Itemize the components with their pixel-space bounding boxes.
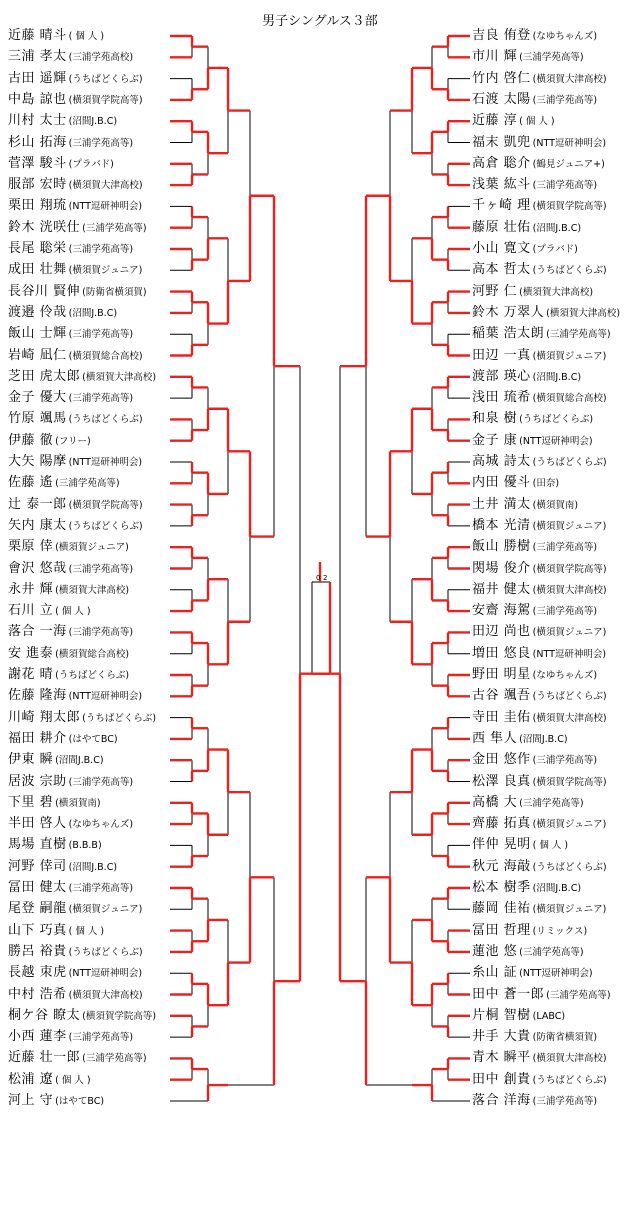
player-name: 伊藤 徹 <box>8 432 54 448</box>
player-name: 浅葉 紘斗 <box>472 177 531 193</box>
player-affiliation: (三浦学苑高等) <box>532 606 598 618</box>
player-name: 田中 蒼一郎 <box>472 986 545 1002</box>
player-affiliation: (うちばどくらぶ) <box>82 712 157 724</box>
player-affiliation: ( 個 人 ) <box>519 116 555 128</box>
player-name: 古田 遥輝 <box>8 70 67 86</box>
player-affiliation: (プラバド) <box>532 244 578 255</box>
player-affiliation: (三浦学苑高等) <box>68 1032 134 1044</box>
player-name: 成田 壮舞 <box>8 262 67 278</box>
player-affiliation: (沼間J.B.C) <box>68 116 118 128</box>
player-name: 増田 悠良 <box>472 645 531 661</box>
player-affiliation: ( 個 人 ) <box>532 840 569 852</box>
player-name: 菅澤 駿斗 <box>8 155 67 171</box>
player-name: 千ヶ崎 理 <box>472 198 531 214</box>
player-affiliation: (横須賀大津高校) <box>532 712 607 724</box>
player-name: 川崎 翔太郎 <box>8 709 81 725</box>
player-affiliation: (横須賀総合高校) <box>55 648 130 660</box>
player-name: 田辺 尚也 <box>472 624 531 640</box>
player-name: 伊東 瞬 <box>8 752 54 768</box>
player-affiliation: (横須賀大津高校) <box>68 989 143 1001</box>
player-name: 蓮池 悠 <box>472 943 518 959</box>
player-affiliation: (沼間J.B.C) <box>532 371 582 383</box>
player-affiliation: (沼間J.B.C) <box>55 755 104 767</box>
player-name: 馬場 直樹 <box>8 837 67 853</box>
player-name: 松本 樹季 <box>472 880 531 895</box>
player-name: 渡部 瑛心 <box>472 368 531 384</box>
player-affiliation: (三浦学苑高等) <box>532 1096 598 1107</box>
player-name: 田辺 一真 <box>472 347 531 363</box>
player-name: 川村 太士 <box>8 113 67 129</box>
player-name: 冨田 哲理 <box>472 922 531 938</box>
player-affiliation: (横須賀ジュニア) <box>532 350 607 362</box>
player-name: 片桐 智樹 <box>472 1007 531 1023</box>
player-affiliation: (うちばどくらぶ) <box>519 414 594 426</box>
player-name: 内田 優斗 <box>472 475 531 491</box>
bracket-lines-winner <box>170 36 470 1101</box>
player-affiliation: (うちばどくらぶ) <box>532 861 607 873</box>
player-name: 金子 康 <box>472 432 518 448</box>
player-name: 栗原 倖 <box>8 539 54 555</box>
player-affiliation: (三浦学苑高等) <box>532 542 598 554</box>
player-affiliation: (B.B.B) <box>68 840 102 852</box>
player-name: 近藤 淳 <box>472 113 518 129</box>
player-affiliation: ( 個 人 ) <box>55 606 91 618</box>
player-name: 杉山 拓海 <box>8 134 67 150</box>
player-name: 河上 守 <box>8 1093 54 1108</box>
player-affiliation: (NTT逗研神明会) <box>532 648 607 660</box>
player-affiliation: (三浦学苑高等) <box>519 797 584 809</box>
player-affiliation: (沼間J.B.C) <box>68 861 118 873</box>
player-affiliation: (沼間J.B.C) <box>532 883 582 894</box>
player-affiliation: (プラバド) <box>68 158 114 170</box>
player-name: 高城 詩太 <box>472 454 531 469</box>
player-affiliation: (横須賀南) <box>532 499 579 511</box>
player-affiliation: (横須賀学院高等) <box>532 776 607 788</box>
player-affiliation: (防衛省横須賀) <box>82 286 147 298</box>
player-affiliation: (防衛省横須賀) <box>532 1032 598 1044</box>
player-name: 安齋 海駕 <box>472 603 531 619</box>
player-affiliation: (NTT逗研神明会) <box>68 201 143 213</box>
player-affiliation: (フリー) <box>55 435 91 447</box>
player-name: 岩崎 凪仁 <box>8 347 67 363</box>
player-affiliation: (横須賀大津高校) <box>532 1053 607 1065</box>
player-affiliation: (沼間J.B.C) <box>532 222 582 234</box>
player-affiliation: (なゆちゃんズ) <box>68 819 134 831</box>
player-affiliation: (うちばどくらぶ) <box>68 73 143 85</box>
player-name: 福末 凱兜 <box>472 134 531 150</box>
player-name: 三浦 孝太 <box>8 49 67 65</box>
player-name: 居波 宗助 <box>8 773 67 789</box>
player-affiliation: (横須賀ジュニア) <box>532 819 607 831</box>
player-name: 糸山 証 <box>472 965 518 981</box>
player-affiliation: ( 個 人 ) <box>68 31 105 42</box>
player-affiliation: (横須賀学院高等) <box>82 1010 157 1022</box>
player-name: 長越 朿虎 <box>8 965 67 981</box>
player-affiliation: (三浦学苑高等) <box>68 563 134 575</box>
player-affiliation: (横須賀大津高校) <box>68 180 143 192</box>
player-name: 栗田 翔琉 <box>8 198 67 214</box>
player-name: 青木 瞬平 <box>472 1050 531 1066</box>
player-affiliation: (横須賀ジュニア) <box>68 904 143 916</box>
player-name: 西 隼人 <box>472 730 518 746</box>
player-name: 石川 立 <box>8 603 54 619</box>
player-affiliation: (NTT逗研神明会) <box>68 968 143 980</box>
player-affiliation: (横須賀大津高校) <box>519 286 594 298</box>
player-affiliation: (なゆちゃんズ) <box>532 670 598 681</box>
player-name: 竹原 颯馬 <box>8 411 67 427</box>
player-name: 土井 満太 <box>472 496 531 512</box>
player-name: 中村 浩希 <box>8 986 67 1002</box>
player-name: 矢内 康太 <box>8 517 67 533</box>
player-affiliation: (LABC) <box>532 1010 566 1022</box>
player-affiliation: (沼間J.B.C) <box>68 307 118 319</box>
player-name: 安 進泰 <box>8 645 54 661</box>
player-name: 和泉 樹 <box>472 411 518 427</box>
player-affiliation: (横須賀総合高校) <box>68 350 143 362</box>
player-affiliation: (横須賀ジュニア) <box>68 265 143 277</box>
player-affiliation: (リミックス) <box>532 925 588 937</box>
player-name: 冨田 健太 <box>8 880 67 895</box>
player-affiliation: (うちばどくらぶ) <box>68 520 143 532</box>
player-name: 飯山 勝樹 <box>472 539 531 555</box>
player-name: 福井 健太 <box>472 581 531 597</box>
player-affiliation: (NTT逗研神明会) <box>519 968 593 980</box>
player-name: 芝田 虎太郎 <box>8 368 81 384</box>
player-affiliation: (NTT逗研神明会) <box>532 137 607 149</box>
player-name: 藤原 壮佑 <box>472 219 531 235</box>
player-name: 石渡 太陽 <box>472 91 531 107</box>
player-affiliation: (うちばどくらぶ) <box>532 1074 607 1086</box>
player-name: 落合 洋海 <box>472 1093 531 1108</box>
player-affiliation: (三浦学苑高等) <box>68 393 134 405</box>
player-name: 飯山 士輝 <box>8 326 67 342</box>
player-name: 金田 悠作 <box>472 752 531 768</box>
player-name: 長谷川 賢伸 <box>8 283 81 299</box>
player-name: 田中 創貴 <box>472 1071 531 1087</box>
player-name: 古谷 颯吾 <box>472 688 531 704</box>
player-affiliation: (三浦学苑高等) <box>532 94 598 106</box>
player-name: 竹内 啓仁 <box>472 70 531 86</box>
player-affiliation: (はやてBC) <box>55 1096 105 1107</box>
player-name: 中島 諒也 <box>8 91 67 107</box>
player-name: 近藤 晴斗 <box>8 28 67 43</box>
player-affiliation: (横須賀ジュニア) <box>55 542 129 554</box>
player-affiliation: (NTT逗研神明会) <box>519 435 593 447</box>
player-affiliation: ( 個 人 ) <box>55 1074 91 1086</box>
final-score-right: 2 <box>323 574 328 582</box>
player-affiliation: (三浦学苑高等) <box>546 989 611 1001</box>
player-name: 高橋 大 <box>472 794 518 810</box>
player-name: 野田 明星 <box>472 667 531 682</box>
player-affiliation: (三浦学苑高等) <box>68 627 134 639</box>
player-affiliation: (うちばどくらぶ) <box>55 670 130 681</box>
player-name: 藤岡 佳祐 <box>472 901 531 917</box>
player-affiliation: (横須賀学院高等) <box>68 94 143 106</box>
player-affiliation: (三浦学苑高等) <box>68 137 134 149</box>
player-name: 小山 寛文 <box>472 241 531 256</box>
player-name: 金子 優大 <box>8 390 67 406</box>
player-name: 福田 耕介 <box>8 730 67 746</box>
player-affiliation: (三浦学苑高等) <box>519 52 584 64</box>
player-name: 勝呂 裕貴 <box>8 943 67 959</box>
player-affiliation: (横須賀南) <box>55 797 101 809</box>
player-affiliation: (三浦学苑高校) <box>68 52 134 64</box>
player-affiliation: (三浦学苑高等) <box>68 776 134 788</box>
player-name: 稲葉 浩太朗 <box>472 326 545 342</box>
player-name: 関場 俊介 <box>472 560 531 576</box>
player-affiliation: (横須賀ジュニア) <box>532 904 607 916</box>
player-name: 永井 輝 <box>8 581 54 597</box>
player-name: 伴仲 晃明 <box>472 837 531 853</box>
player-affiliation: (横須賀ジュニア) <box>532 520 607 532</box>
player-affiliation: (うちばどくらぶ) <box>68 946 143 958</box>
player-affiliation: (三浦学苑高等) <box>519 946 584 958</box>
player-name: 佐藤 隆海 <box>8 688 67 704</box>
player-affiliation: (うちばどくらぶ) <box>532 457 607 468</box>
player-affiliation: (横須賀大津高校) <box>82 371 157 383</box>
player-name: 寺田 圭佑 <box>472 709 531 725</box>
player-affiliation: (田奈) <box>532 478 560 490</box>
player-name: 鈴木 万翠人 <box>472 304 545 320</box>
final-score-left: 0 <box>316 574 321 582</box>
player-name: 河野 仁 <box>472 283 518 299</box>
player-name: 大矢 陽摩 <box>8 454 67 469</box>
player-affiliation: (三浦学苑高等) <box>55 478 120 490</box>
player-name: 吉良 侑登 <box>472 28 531 43</box>
player-affiliation: (うちばどくらぶ) <box>532 691 607 703</box>
player-affiliation: (はやてBC) <box>68 733 118 745</box>
player-affiliation: (横須賀学院高等) <box>532 563 607 575</box>
player-name: 井手 大貴 <box>472 1029 531 1045</box>
player-name: 半田 啓人 <box>8 816 67 832</box>
player-affiliation: (横須賀学院高等) <box>68 499 143 511</box>
player-name: 謝花 晴 <box>8 667 54 682</box>
player-name: 渡邉 伶哉 <box>8 304 67 320</box>
player-affiliation: (横須賀総合高校) <box>532 393 607 405</box>
player-affiliation: (三浦学苑高等) <box>68 244 134 255</box>
player-name: 服部 宏時 <box>8 177 67 193</box>
player-name: 桐ケ谷 瞭太 <box>8 1007 81 1023</box>
player-affiliation: (三浦学苑高等) <box>532 755 598 767</box>
player-affiliation: (なゆちゃんズ) <box>532 31 598 42</box>
player-name: 下里 碧 <box>8 794 54 810</box>
player-affiliation: (横須賀ジュニア) <box>532 627 607 639</box>
player-name: 高倉 聡介 <box>472 155 531 171</box>
player-name: 松澤 良真 <box>472 773 531 789</box>
player-affiliation: (三浦学苑高等) <box>82 1053 147 1065</box>
player-name: 橋本 光清 <box>472 517 531 533</box>
player-name: 松浦 遼 <box>8 1071 54 1087</box>
player-name: 河野 倖司 <box>8 858 67 874</box>
player-affiliation: (横須賀大津高校) <box>546 307 621 319</box>
player-name: 鈴木 洸咲仕 <box>8 219 81 235</box>
player-name: 近藤 壮一郎 <box>8 1050 81 1066</box>
player-affiliation: (横須賀大津高校) <box>55 584 130 596</box>
player-name: 秋元 海敲 <box>472 858 531 874</box>
player-affiliation: (三浦学苑高等) <box>68 329 134 341</box>
player-affiliation: (NTT逗研神明会) <box>68 691 143 703</box>
player-name: 長尾 聡栄 <box>8 241 67 256</box>
player-affiliation: ( 個 人 ) <box>68 925 105 937</box>
player-name: 辻 泰一郎 <box>8 496 67 512</box>
player-name: 市川 輝 <box>472 49 518 65</box>
player-affiliation: (NTT逗研神明会) <box>68 457 143 468</box>
player-affiliation: (横須賀学院高等) <box>532 201 607 213</box>
player-affiliation: (鶴見ジュニア+) <box>532 158 605 170</box>
player-affiliation: (うちばどくらぶ) <box>532 265 607 277</box>
player-name: 會沢 悠哉 <box>8 560 67 576</box>
player-name: 小西 蓮李 <box>8 1029 67 1045</box>
player-name: 浅田 琉希 <box>472 390 531 406</box>
player-name: 山下 巧真 <box>8 922 67 938</box>
player-name: 齊藤 拓真 <box>472 816 531 832</box>
player-affiliation: (うちばどくらぶ) <box>68 414 143 426</box>
player-affiliation: (三浦学苑高等) <box>546 329 611 341</box>
player-name: 尾登 嗣龍 <box>8 901 67 917</box>
player-affiliation: (横須賀大津高校) <box>532 584 607 596</box>
player-name: 佐藤 遙 <box>8 475 54 491</box>
player-affiliation: (三浦学苑高等) <box>82 222 147 234</box>
player-name: 落合 一海 <box>8 624 67 640</box>
player-affiliation: (三浦学苑高等) <box>68 883 134 894</box>
player-affiliation: (横須賀大津高校) <box>532 73 607 85</box>
player-affiliation: (三浦学苑高等) <box>532 180 598 192</box>
player-name: 高本 哲太 <box>472 262 531 278</box>
page-title: 男子シングルス３部 <box>262 14 378 29</box>
player-affiliation: (沼間J.B.C) <box>519 733 568 745</box>
